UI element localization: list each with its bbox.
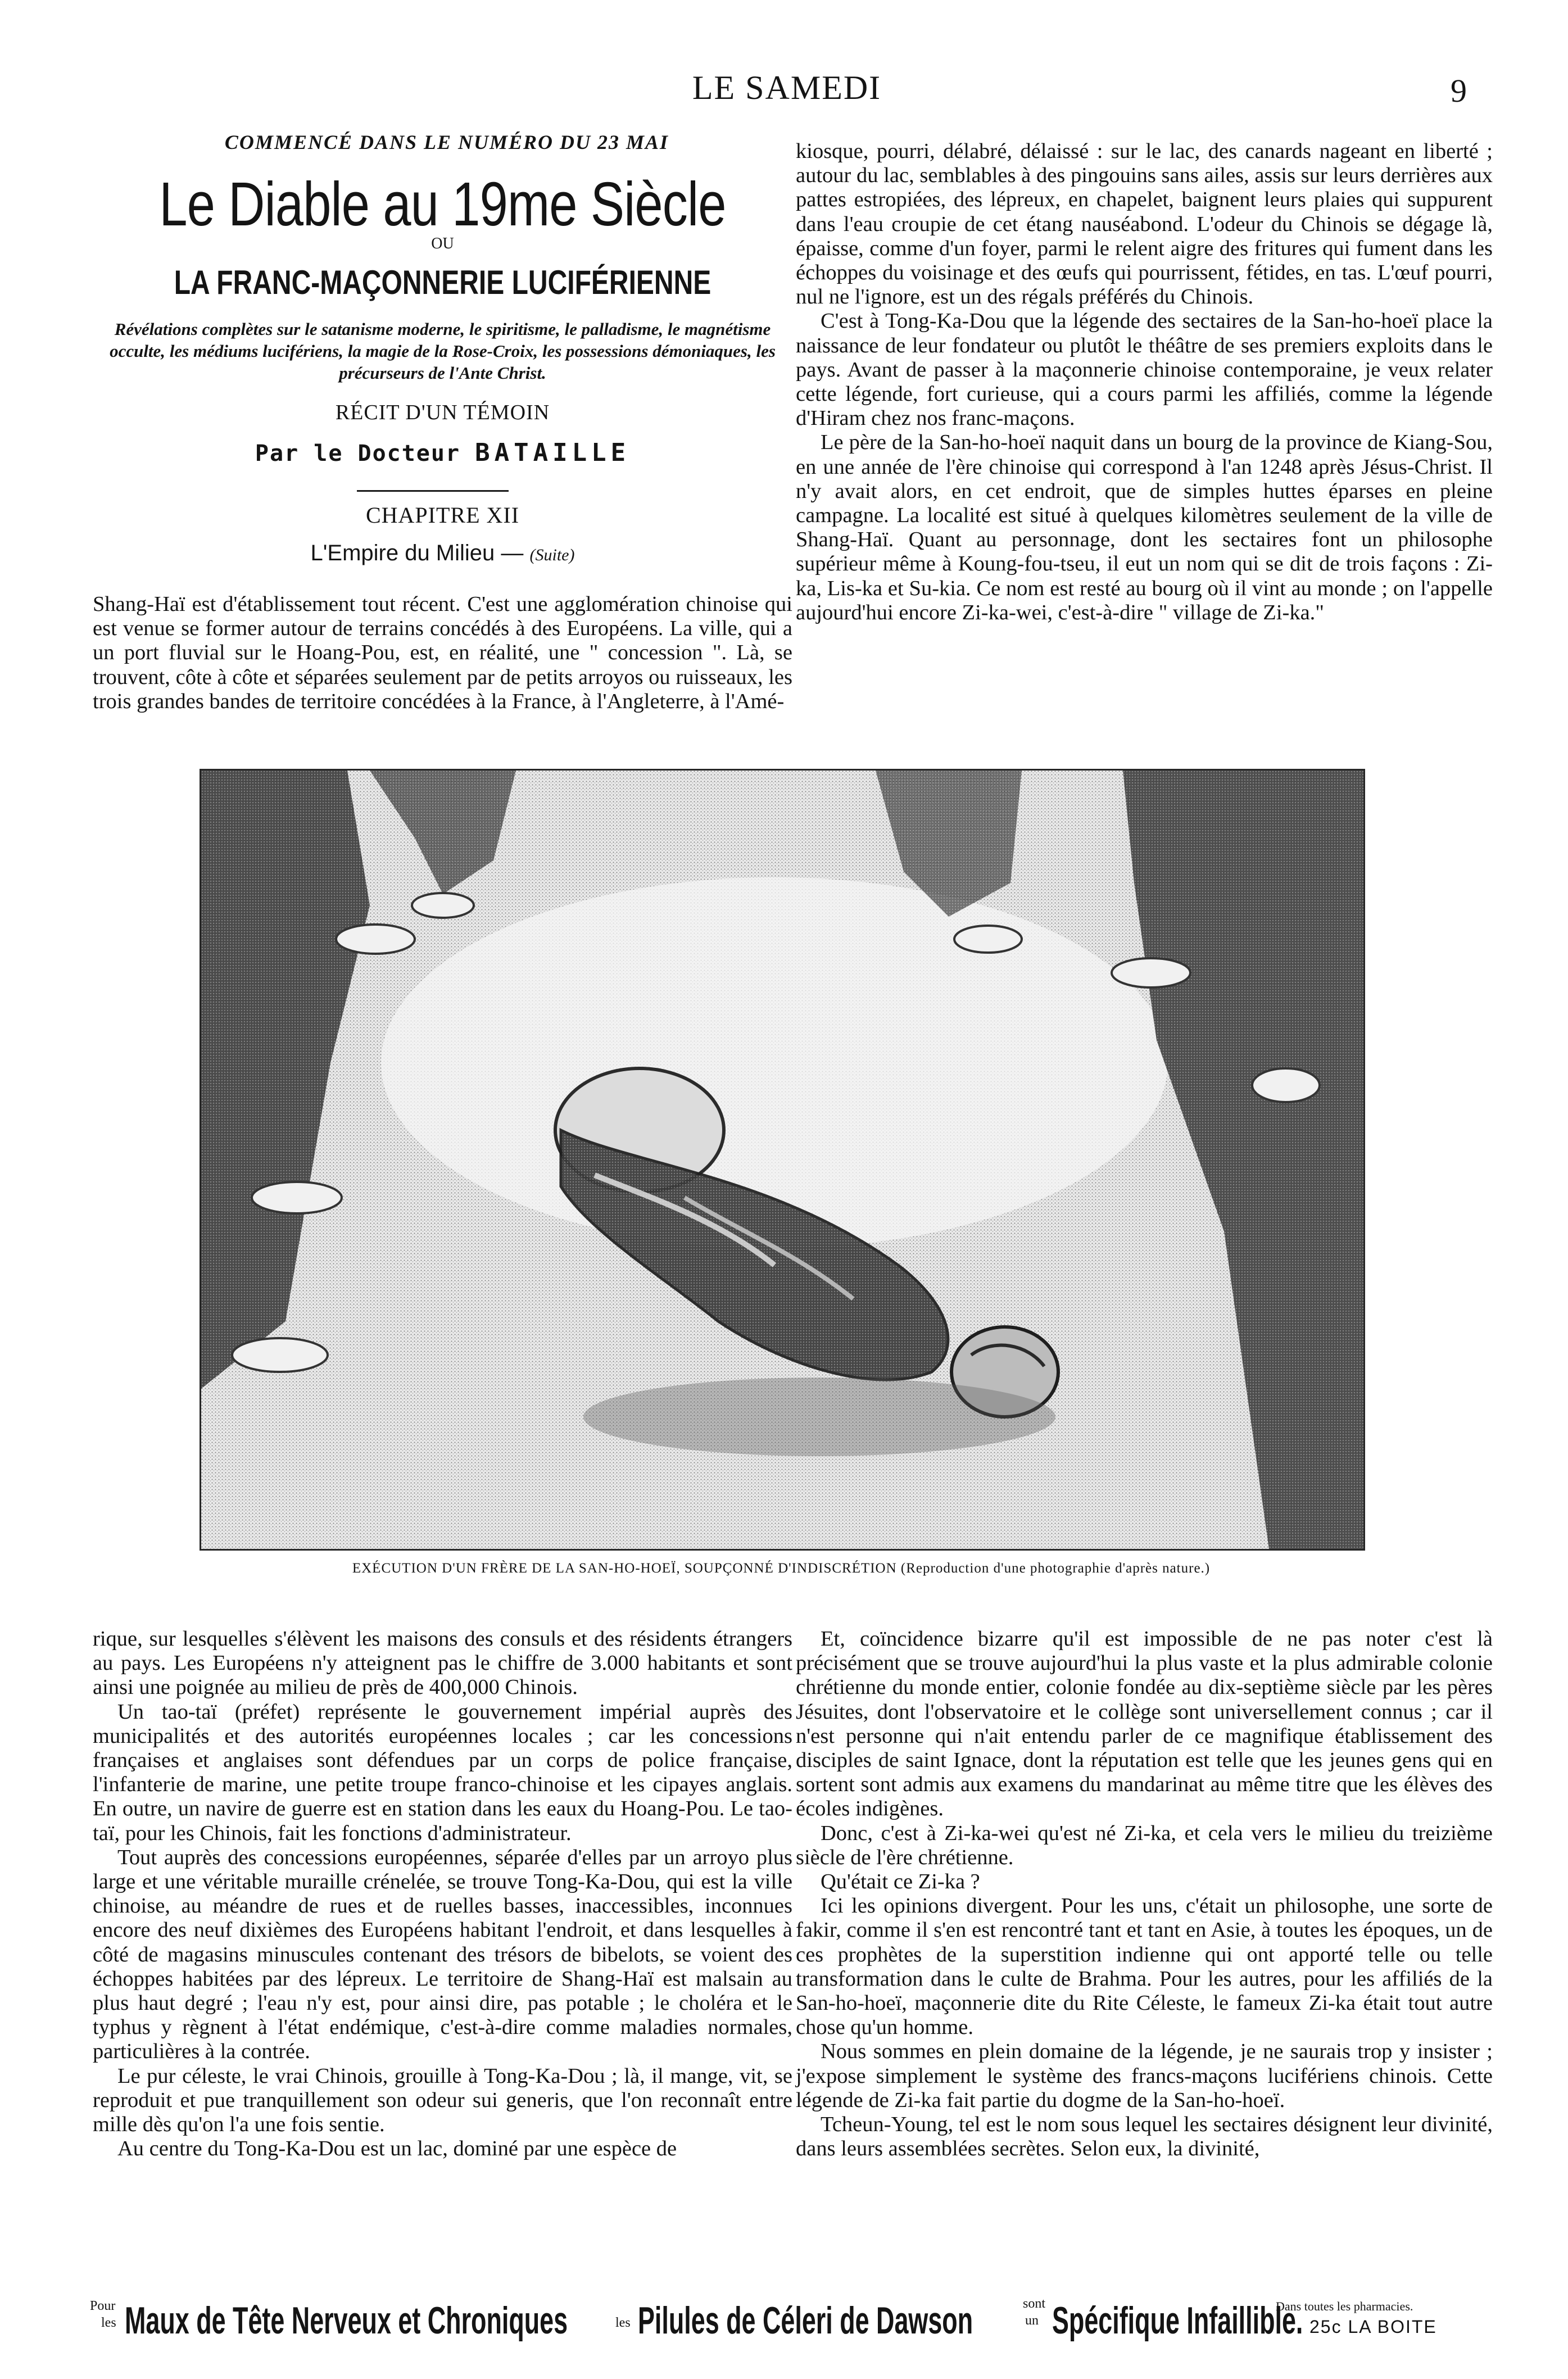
paragraph: Le père de la San-ho-hoeï naquit dans un bourg de la province de Kiang-Sou, en une année de l'ère chinoise qui correspond à l'an 1248 après Jésus-Christ. Il n'y avait alors, en cet endroit, que de simples huttes éparses en pleine campagne. La localité est situé à quelques kilomètres seulement de la ville de Shang-Haï. Quant au personnage, dont les sectaires font un philosophe supérieur même à Koung-fou-tseu, il eut un nom qui se dit de trois façons : Zi-ka, Lis-ka et Su-kia. Ce nom est resté au bourg où il vint au monde ; on l'appelle aujourd'hui encore Zi-ka-wei, c'est-à-dire " village de Zi-ka.": [796, 431, 1493, 624]
ad-pilules: Pilules de Céleri de Dawson: [638, 2299, 973, 2342]
ad-un: un: [1025, 2313, 1039, 2328]
paragraph: Au centre du Tong-Ka-Dou est un lac, dominé par une espèce de: [117, 2137, 677, 2161]
title-connector: OU: [431, 235, 454, 252]
article-subtitle: LA FRANC-MAÇONNERIE LUCIFÉRIENNE: [174, 264, 712, 301]
paragraph: Tcheun-Young, tel est le nom sous lequel les sectaires désignent leur divinité, dans leurs assemblées secrètes. Selon eux, la divinité,: [796, 2113, 1493, 2161]
article-kicker: COMMENCÉ DANS LE NUMÉRO DU 23 MAI: [224, 131, 669, 153]
execution-illustration: [200, 769, 1365, 1551]
ad-specifique: Spécifique Infaillible.: [1052, 2299, 1303, 2342]
paragraph: Tout auprès des concessions européennes, séparée d'elles par un arroyo plus large et une véritable muraille crénelée, se trouve Tong-Ka-Dou, qui est la ville chinoise, au méandre de rues et de ruelles basses, inaccessibles, inconnues encore des neuf dixièmes des Européens habitant l'endroit, et dans lesquelles à côté de magasins minuscules contenant des trésors de bibelots, se voient des échoppes habitées par des lépreux. Le territoire de Shang-Haï est malsain au plus haut degré ; l'eau n'y est, pour ainsi dire, pas potable ; le choléra et le typhus y règnent à l'état endémique, c'est-à-dire comme maladies normales, particulières à la contrée.: [93, 1845, 792, 2064]
paragraph: Ici les opinions divergent. Pour les uns, c'était un philosophe, une sorte de fakir, comme il s'en est rencontré tant et tant en Asie, à toutes les époques, un de ces prophètes de la superstition indienne qui ont apporté telle ou telle transformation dans le culte de Brahma. Pour les autres, pour les affiliés de la San-ho-hoeï, maçonnerie dite du Rite Céleste, le fameux Zi-ka était tout autre chose qu'un homme.: [796, 1894, 1493, 2040]
ad-les-2: les: [615, 2315, 631, 2330]
paragraph: Shang-Haï est d'établissement tout récent. C'est une agglomération chinoise qui est venue se former autour de terrains concédés à des Européens. La ville, qui a un port fluvial sur le Hoang-Pou, est, en réalité, une " concession ". Là, se trouvent, côte à côte et séparées seulement par de petits arroyos ou ruisseaux, les trois grandes bandes de territoire concédées à la France, à l'Angleterre, à l'Amé-: [93, 592, 792, 713]
chapter-title: [93, 541, 792, 566]
column-right-bottom: [796, 1627, 1493, 2161]
ad-pharmacies: Dans toutes les pharmacies.: [1276, 2299, 1413, 2313]
paragraph: Un tao-taï (préfet) représente le gouvernement impérial auprès des municipalités et des autorités européennes locales ; car les concessions françaises et anglaises sont défendues par un corps de police française, l'infanterie de marine, une petite troupe franco-chinoise et les cipayes anglais. En outre, un navire de guerre est en station dans les eaux du Hoang-Pou. Le tao-taï, pour les Chinois, fait les fonctions d'administrateur.: [93, 1700, 792, 1845]
author-name: BATAILLE: [475, 438, 631, 467]
author-prefix: Par le Docteur: [255, 441, 461, 466]
chapter-title-text: L'Empire du Milieu —: [310, 541, 524, 565]
page-number: 9: [1451, 72, 1467, 109]
illustration-caption: EXÉCUTION D'UN FRÈRE DE LA SAN-HO-HOEÏ, SOUPÇONNÉ D'INDISCRÉTION (Reproduction d'une photographie d'après nature.): [352, 1561, 1211, 1576]
paragraph: C'est à Tong-Ka-Dou que la légende des sectaires de la San-ho-hoeï place la naissance de leur fondateur ou plutôt le théâtre de ses premiers exploits dans le pays. Avant de passer à la maçonnerie chinoise contemporaine, je veux relater cette légende, fort curieuse, qui a cours parmi les affiliés, comme la légende d'Hiram chez nos franc-maçons.: [796, 309, 1493, 431]
ad-les-1: les: [101, 2315, 116, 2330]
ad-price: 25c LA BOITE: [1309, 2317, 1437, 2337]
chapter-heading: CHAPITRE XII: [365, 502, 520, 528]
paragraph: Donc, c'est à Zi-ka-wei qu'est né Zi-ka, et cela vers le milieu du treizième siècle de l'ère chrétienne.: [796, 1821, 1493, 1869]
paragraph: rique, sur lesquelles s'élèvent les maisons des consuls et des résidents étrangers au pays. Les Européens n'y atteignent pas le chiffre de 3.000 habitants et sont ainsi une poignée au milieu de près de 400,000 Chinois.: [93, 1627, 792, 1700]
paragraph: Nous sommes en plein domaine de la légende, je ne saurais trop y insister ; j'expose simplement le système des francs-maçons lucifériens chinois. Cette légende de Zi-ka fait partie du dogme de la San-ho-hoeï.: [796, 2040, 1493, 2112]
paragraph: Le pur céleste, le vrai Chinois, grouille à Tong-Ka-Dou ; là, il mange, vit, se reproduit et pue tranquillement son odeur sui generis, que l'on reconnaît entre mille dès qu'on l'a une fois sentie.: [93, 2064, 792, 2137]
column-left-bottom: [93, 1627, 792, 2161]
ad-sont: sont: [1023, 2296, 1046, 2311]
column-right-top: [796, 139, 1493, 625]
paragraph: Et, coïncidence bizarre qu'il est impossible de ne pas noter c'est là précisément que se trouve aujourd'hui la plus vaste et la plus admirable colonie chrétienne du monde entier, colonie fondée au dix-septième siècle par les pères Jésuites, dont l'observatoire et le collège sont universellement connus ; car il n'est personne qui n'ait entendu parler de ce magnifique établissement des disciples de saint Ignace, dont la réputation est telle que les jeunes gens qui en sortent sont admis aux examens du mandarinat au même titre que les élèves des écoles indigènes.: [796, 1627, 1493, 1821]
footer-advertisement: [90, 2289, 1495, 2350]
illustration-drawing: [201, 771, 1363, 1549]
chapter-suite: (Suite): [529, 546, 575, 564]
ad-pour: Pour: [90, 2299, 116, 2313]
article-title: Le Diable au 19me Siècle: [159, 170, 726, 239]
recit-heading: RÉCIT D'UN TÉMOIN: [335, 401, 550, 424]
heading-rule: [357, 490, 509, 492]
paragraph: kiosque, pourri, délabré, délaissé : sur le lac, des canards nageant en liberté ; autour du lac, semblables à des pingouins sans ailes, assis sur leurs derrières aux pattes estropiées, des lépreux, en chapelet, baignent leurs plaies qui suppurent dans l'eau croupie de cet étang nauséabond. L'odeur du Chinois se dégage là, épaisse, comme d'un foyer, parmi le relent aigre des fritures qui fument dans les échoppes du voisinage et des œufs qui pourrissent, fétides, en tas. L'œuf pourri, nul ne l'ignore, est un des régals préférés du Chinois.: [796, 139, 1493, 309]
revelations-text: Révélations complètes sur le satanisme moderne, le spiritisme, le palladisme, le magnétisme occulte, les médiums lucifériens, la magie de la Rose-Croix, les possessions démoniaques, les précurseurs de l'Ante Christ.: [110, 319, 776, 383]
column-left-top: [93, 592, 792, 714]
author-line: [93, 438, 792, 467]
running-head-title: LE SAMEDI: [692, 69, 882, 106]
ad-maux-de-tete: Maux de Tête Nerveux et Chroniques: [125, 2299, 568, 2342]
paragraph: Qu'était ce Zi-ka ?: [821, 1870, 980, 1894]
